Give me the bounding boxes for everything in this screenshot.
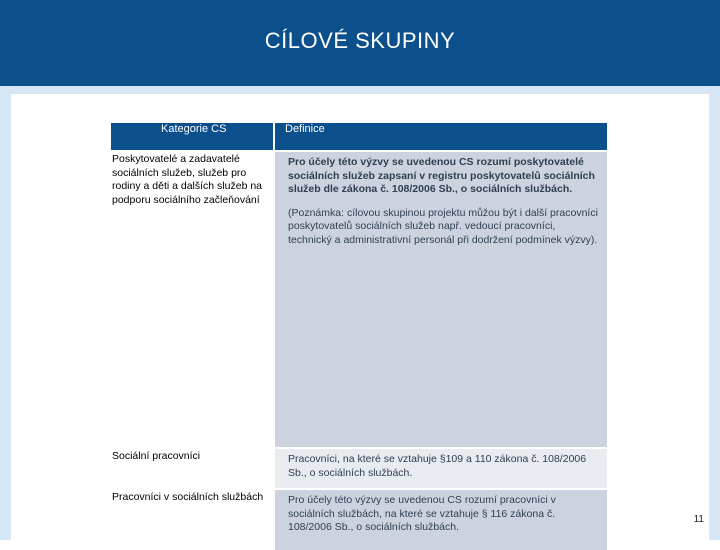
- table-row-definition: [275, 152, 607, 447]
- column-header-category-label: Kategorie CS: [161, 123, 227, 135]
- table-row-category: [111, 152, 273, 447]
- column-header-category: [111, 123, 273, 150]
- table-row-category: [111, 490, 273, 550]
- row-1-definition-text: Pro účely této výzvy se uvedenou CS rozumí poskytovatelé sociálních služeb zapsaní v registru poskytovatelů sociálních služeb dle zákona č. 108/2006 Sb., o sociálních službách.: [288, 156, 595, 195]
- table-row-definition: [275, 490, 607, 550]
- table-row-category: [111, 449, 273, 488]
- row-2-category-text: Sociální pracovníci: [112, 450, 201, 462]
- right-frame-border: [709, 94, 720, 540]
- column-header-definition-label: Definice: [285, 123, 325, 135]
- row-2-definition-text: Pracovníci, na které se vztahuje §109 a 110 zákona č. 108/2006 Sb., o sociálních službách.: [288, 453, 587, 479]
- slide-header: [0, 0, 720, 86]
- row-1-definition-note: (Poznámka: cílovou skupinou projektu můžou být i další pracovníci poskytovatelů sociálních služeb např. vedoucí pracovníci, technický a administrativní personál při dodržení podmínek výzvy).: [288, 206, 598, 246]
- left-frame-border: [0, 94, 11, 540]
- column-header-definition: [275, 123, 607, 150]
- row-1-category-text: Poskytovatelé a zadavatelé sociálních služeb, služeb pro rodiny a děti a dalších služeb na podporu sociálního začleňování: [112, 153, 263, 206]
- row-3-definition-text: Pro účely této výzvy se uvedenou CS rozumí pracovníci v sociálních službách, na které se vztahuje § 116 zákona č. 108/2006 Sb., o sociálních službách.: [288, 494, 556, 533]
- row-3-category-text: Pracovníci v sociálních službách: [112, 491, 264, 503]
- page-number: 11: [693, 514, 704, 525]
- slide-title: CÍLOVÉ SKUPINY: [264, 28, 456, 53]
- header-divider-band: [0, 86, 720, 94]
- table-row-definition: [275, 449, 607, 488]
